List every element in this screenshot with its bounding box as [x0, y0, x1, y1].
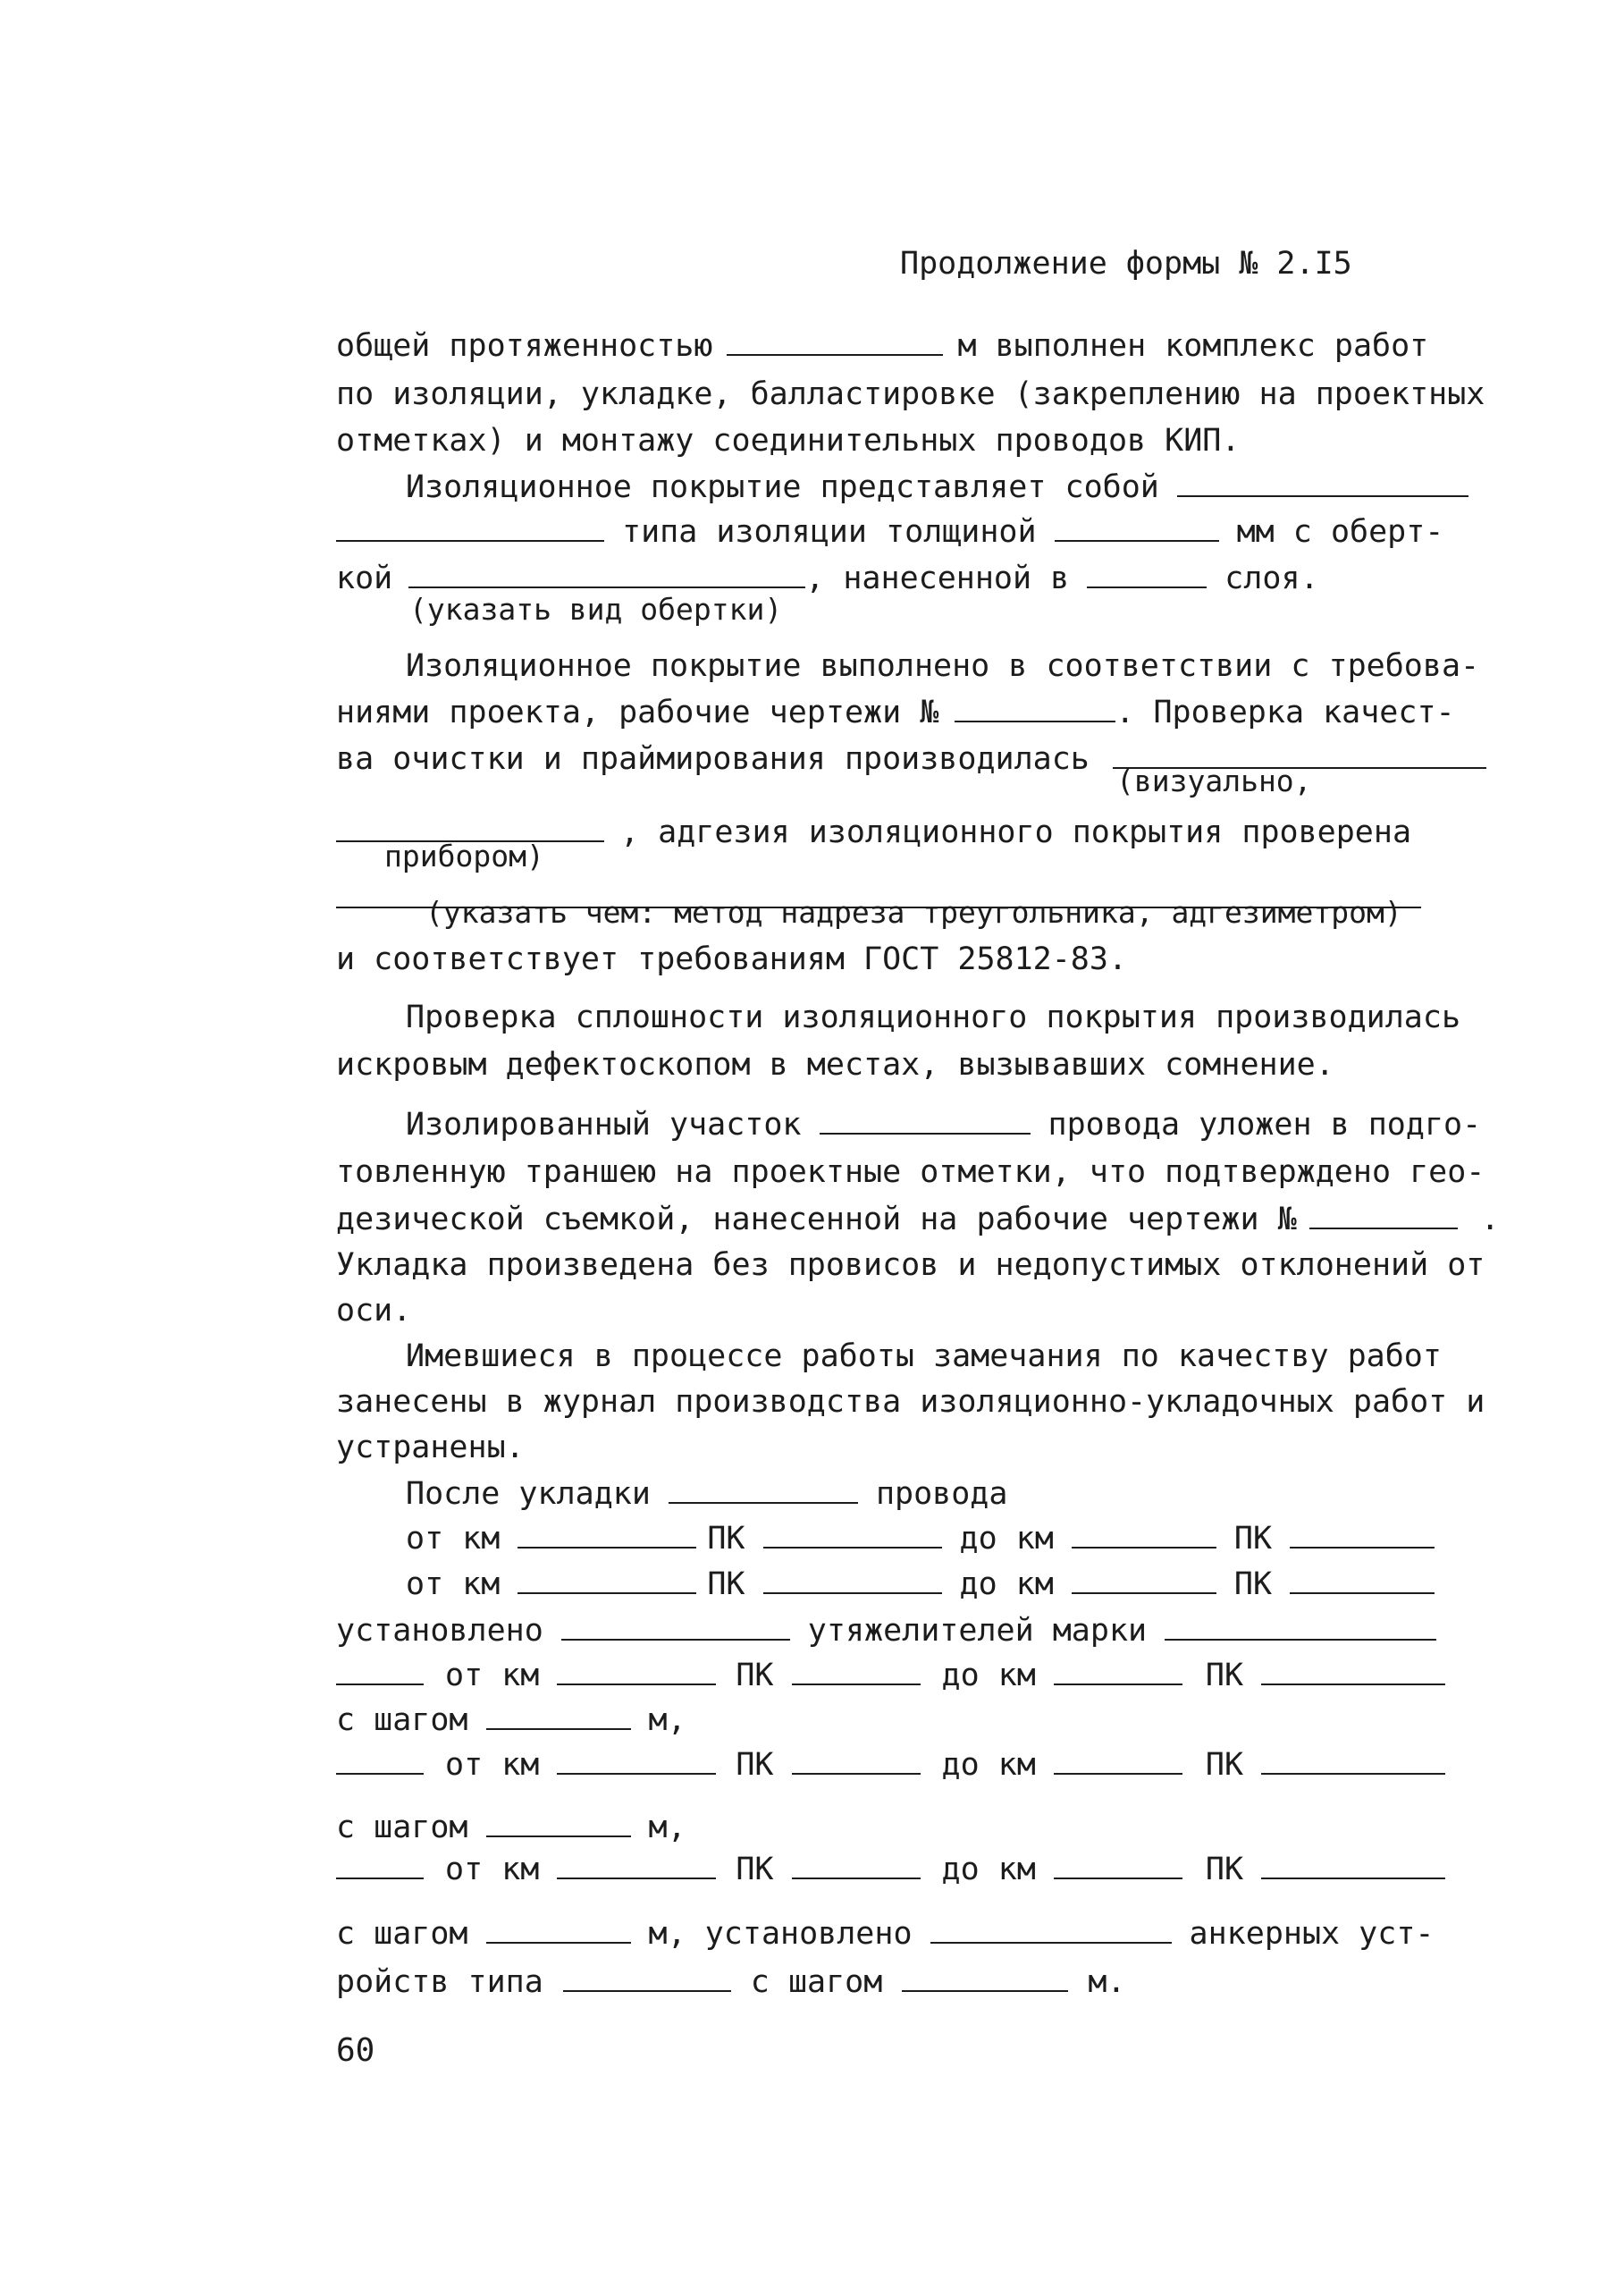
- weights-count-field[interactable]: [336, 1657, 424, 1685]
- text: провода: [875, 1476, 1008, 1512]
- text: кой: [336, 561, 393, 596]
- text: провода уложен в подго-: [1048, 1107, 1482, 1143]
- to-km-field[interactable]: [1054, 1746, 1182, 1775]
- drawings-number-field[interactable]: [955, 694, 1115, 722]
- weights-range-row-1: [336, 1657, 1445, 1694]
- p6-line2: занесены в журнал производства изоляционно-укладочных работ и: [336, 1384, 1485, 1420]
- anchors-line-1: [336, 1915, 1434, 1953]
- step-row-2: [336, 1809, 686, 1846]
- length-field[interactable]: [727, 327, 943, 356]
- anchor-type-field[interactable]: [563, 1963, 731, 1992]
- text: ПК: [1233, 1521, 1273, 1557]
- to-pk-field[interactable]: [1261, 1657, 1445, 1685]
- text: После укладки: [406, 1476, 651, 1512]
- text: установлено: [336, 1613, 543, 1649]
- p5-line3: [336, 1201, 1500, 1238]
- text: с шагом: [336, 1702, 468, 1738]
- range-row-2: [406, 1565, 1435, 1603]
- p5-line2: товленную траншею на проектные отметки, что подтверждено гео-: [336, 1154, 1485, 1190]
- p6-line3: устранены.: [336, 1430, 525, 1465]
- text: мм с оберт-: [1236, 514, 1444, 550]
- text: до км: [941, 1852, 1036, 1887]
- step-row-1: [336, 1701, 686, 1739]
- text: Изоляционное покрытие представляет собой: [406, 469, 1159, 505]
- text: м выполнен комплекс работ: [957, 328, 1429, 364]
- text: ПК: [736, 1852, 774, 1887]
- step-field[interactable]: [486, 1915, 631, 1944]
- text: с шагом: [336, 1916, 468, 1952]
- p1-line2: по изоляции, укладке, балластировке (закреплению на проектных: [336, 376, 1485, 412]
- to-km-field[interactable]: [1054, 1657, 1182, 1685]
- text: до км: [941, 1658, 1036, 1693]
- section-field[interactable]: [820, 1106, 1031, 1135]
- text: Изолированный участок: [406, 1107, 802, 1143]
- anchor-step-field[interactable]: [902, 1963, 1068, 1992]
- to-km-field[interactable]: [1054, 1851, 1182, 1879]
- text: ПК: [1233, 1566, 1273, 1602]
- p3-line5: и соответствует требованиям ГОСТ 25812-83.: [336, 941, 1128, 977]
- page-number: 60: [336, 2032, 375, 2069]
- text: от км: [406, 1566, 501, 1602]
- from-km-field[interactable]: [517, 1520, 696, 1548]
- weights-range-row-3: [336, 1851, 1445, 1888]
- weights-count-field[interactable]: [561, 1612, 790, 1641]
- p2-line1: [406, 468, 1468, 506]
- text: ройств типа: [336, 1964, 543, 2000]
- text: ниями проекта, рабочие чертежи №: [336, 695, 939, 730]
- text: утяжелителей марки: [807, 1613, 1148, 1649]
- range-row-1: [406, 1520, 1435, 1557]
- p3-line2: [336, 694, 1455, 731]
- text: ПК: [707, 1521, 745, 1557]
- text: ПК: [736, 1658, 774, 1693]
- anchors-count-field[interactable]: [930, 1915, 1172, 1944]
- from-km-field[interactable]: [517, 1565, 696, 1594]
- text: , адгезия изоляционного покрытия проверена: [620, 814, 1412, 850]
- anchors-line-2: [336, 1963, 1125, 2001]
- text: .: [1480, 1202, 1500, 1237]
- from-pk-field[interactable]: [763, 1520, 942, 1548]
- adhesion-method-hint: (указать чем: метод надреза треугольника, адгезиметром): [425, 895, 1402, 930]
- from-km-field[interactable]: [557, 1657, 716, 1685]
- coating-field-cont[interactable]: [336, 513, 604, 542]
- text: ва очистки и праймирования производилась: [336, 741, 1090, 777]
- p5-line1: [406, 1106, 1481, 1143]
- from-pk-field[interactable]: [792, 1851, 921, 1879]
- text: ПК: [736, 1747, 774, 1783]
- text: типа изоляции толщиной: [622, 514, 1037, 550]
- layers-field[interactable]: [1087, 560, 1207, 588]
- to-km-field[interactable]: [1072, 1565, 1216, 1594]
- weights-count-field[interactable]: [336, 1746, 424, 1775]
- wrapping-type-field[interactable]: [408, 560, 805, 588]
- text: от км: [406, 1521, 501, 1557]
- p5-line5: оси.: [336, 1293, 412, 1329]
- p4-line2: искровым дефектоскопом в местах, вызывавших сомнение.: [336, 1047, 1334, 1083]
- cleaning-check-hint: (визуально,: [1116, 764, 1312, 798]
- instrument-hint: прибором): [384, 839, 544, 873]
- p1-line3: отметках) и монтажу соединительных проводов КИП.: [336, 423, 1241, 459]
- p1-line1: [336, 327, 1428, 365]
- coating-type-field[interactable]: [1177, 468, 1468, 497]
- p7-line1: [406, 1475, 1007, 1513]
- p3-line1: Изоляционное покрытие выполнено в соответствии с требова-: [406, 648, 1480, 684]
- text: ПК: [1205, 1852, 1244, 1887]
- weights-grade-field[interactable]: [1165, 1612, 1436, 1641]
- text: с шагом: [336, 1810, 468, 1845]
- text: с шагом: [750, 1964, 883, 2000]
- survey-drawings-number-field[interactable]: [1309, 1201, 1458, 1229]
- from-pk-field[interactable]: [792, 1657, 921, 1685]
- text: анкерных уст-: [1189, 1916, 1435, 1952]
- from-km-field[interactable]: [557, 1746, 716, 1775]
- text: от км: [445, 1747, 540, 1783]
- text: дезической съемкой, нанесенной на рабочие чертежи №: [336, 1202, 1297, 1237]
- text: ПК: [1205, 1747, 1244, 1783]
- installed-weights-line: [336, 1612, 1436, 1650]
- text: , нанесенной в: [805, 561, 1070, 596]
- p5-line4: Укладка произведена без провисов и недопустимых отклонений от: [336, 1247, 1485, 1283]
- text: ПК: [1205, 1658, 1244, 1693]
- weights-range-row-2: [336, 1746, 1445, 1784]
- weights-count-field[interactable]: [336, 1851, 424, 1879]
- form-continuation-header: Продолжение формы № 2.I5: [900, 246, 1352, 282]
- to-pk-field[interactable]: [1261, 1851, 1445, 1879]
- wrapping-type-hint: (указать вид обертки): [409, 592, 783, 627]
- pipe-field[interactable]: [669, 1475, 858, 1504]
- from-pk-field[interactable]: [763, 1565, 942, 1594]
- text: до км: [959, 1566, 1054, 1602]
- text: м,: [648, 1702, 686, 1738]
- p2-line2: [336, 513, 1443, 551]
- from-km-field[interactable]: [557, 1851, 716, 1879]
- text: от км: [445, 1852, 540, 1887]
- text: м, установлено: [648, 1916, 913, 1952]
- from-pk-field[interactable]: [792, 1746, 921, 1775]
- text: слоя.: [1224, 561, 1319, 596]
- step-field[interactable]: [486, 1701, 631, 1730]
- text: от км: [445, 1658, 540, 1693]
- text: . Проверка качест-: [1115, 695, 1455, 730]
- text: м.: [1088, 1964, 1126, 2000]
- text: до км: [959, 1521, 1054, 1557]
- to-pk-field[interactable]: [1261, 1746, 1445, 1775]
- text: ПК: [707, 1566, 745, 1602]
- to-km-field[interactable]: [1072, 1520, 1216, 1548]
- p4-line1: Проверка сплошности изоляционного покрытия производилась: [406, 1000, 1461, 1035]
- p3-line3: [336, 740, 1486, 778]
- p6-line1: Имевшиеся в процессе работы замечания по качеству работ: [406, 1338, 1442, 1374]
- text: до км: [941, 1747, 1036, 1783]
- step-field[interactable]: [486, 1809, 631, 1837]
- text: м,: [648, 1810, 686, 1845]
- to-pk-field[interactable]: [1290, 1520, 1435, 1548]
- thickness-field[interactable]: [1055, 513, 1219, 542]
- to-pk-field[interactable]: [1290, 1565, 1435, 1594]
- text: общей протяженностью: [336, 328, 713, 364]
